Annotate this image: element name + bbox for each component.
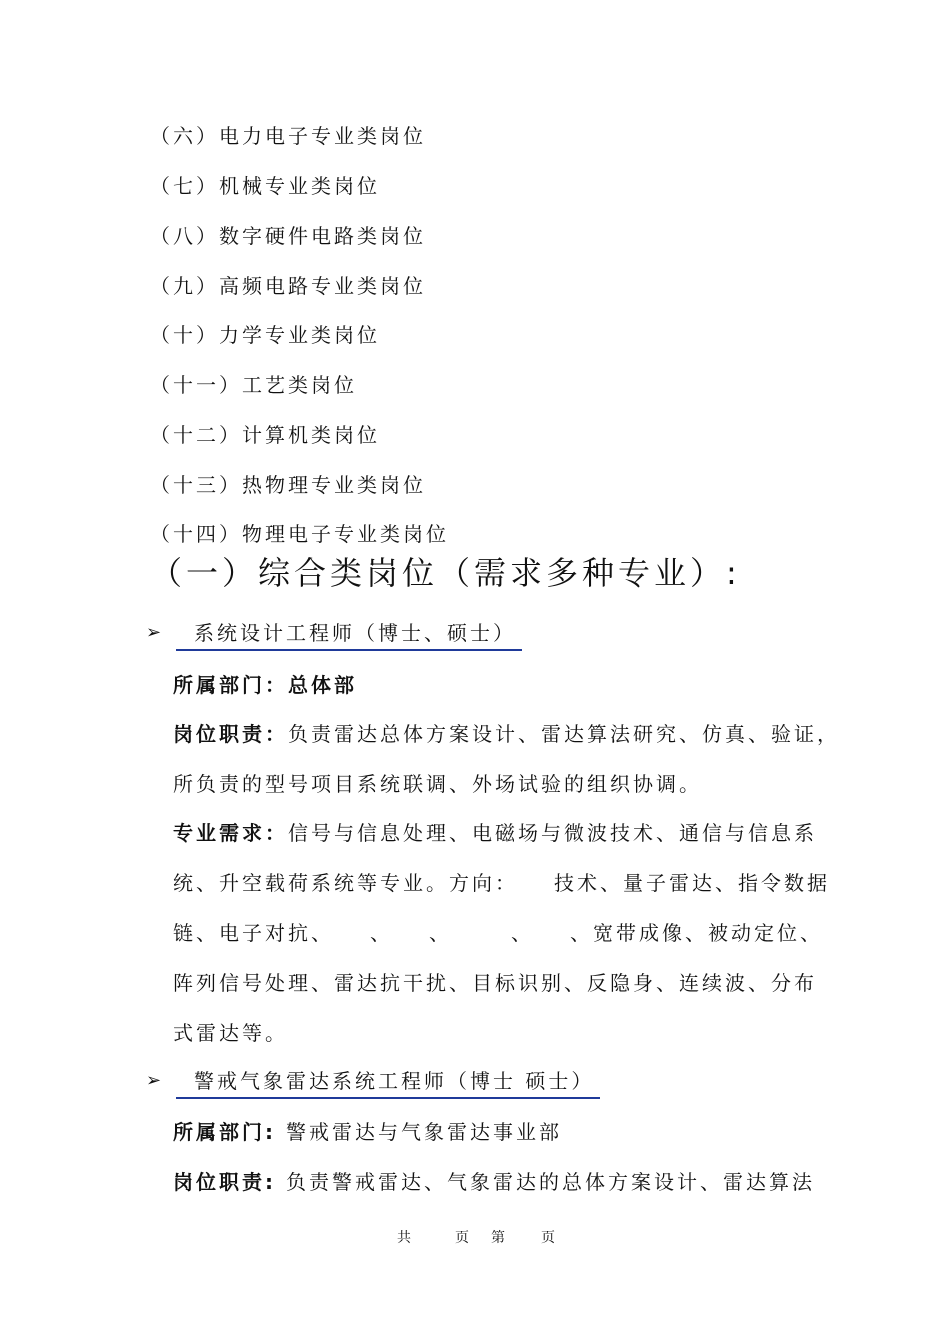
toc-item: （八）数字硬件电路类岗位 xyxy=(150,224,426,248)
toc-item: （十四）物理电子专业类岗位 xyxy=(150,522,449,546)
toc-item: （六）电力电子专业类岗位 xyxy=(150,124,426,148)
toc-item: （十）力学专业类岗位 xyxy=(150,323,380,347)
toc-item: （九）高频电路专业类岗位 xyxy=(150,274,426,298)
requirement-text: 阵列信号处理、雷达抗干扰、目标识别、反隐身、连续波、分布 xyxy=(173,971,817,995)
toc-item: （十一）工艺类岗位 xyxy=(150,373,357,397)
footer-page-label: 页 xyxy=(455,1230,469,1246)
department-value: 警戒雷达与气象雷达事业部 xyxy=(285,1120,562,1144)
footer-total-label: 共 xyxy=(397,1230,411,1246)
duty-block xyxy=(173,709,840,809)
department-label: 所属部门： xyxy=(173,673,288,697)
duty-text: 负责警戒雷达、气象雷达的总体方案设计、雷达算法 xyxy=(285,1170,815,1194)
toc-item: （十二）计算机类岗位 xyxy=(150,423,380,447)
department-line xyxy=(173,1107,813,1157)
duty-label: 岗位职责: xyxy=(173,1170,286,1194)
requirement-text: 链、电子对抗、 、 、 、 、宽带成像、被动定位、 xyxy=(173,921,823,945)
duty-label: 岗位职责： xyxy=(173,722,288,746)
job-title: 系统设计工程师（博士、硕士） xyxy=(176,620,522,651)
job-title: 警戒气象雷达系统工程师（博士 硕士） xyxy=(176,1068,600,1099)
requirement-text: 式雷达等。 xyxy=(173,1021,288,1045)
duty-text: 负责雷达总体方案设计、雷达算法研究、仿真、验证， xyxy=(288,722,840,746)
toc-item: （七）机械专业类岗位 xyxy=(150,174,380,198)
requirement-block xyxy=(173,808,830,1058)
section-heading: （一）综合类岗位（需求多种专业）: xyxy=(150,554,741,592)
requirement-text: 统、升空载荷系统等专业。方向： 技术、量子雷达、指令数据 xyxy=(173,871,830,895)
department-line xyxy=(173,660,813,710)
duty-block xyxy=(173,1157,813,1207)
department-value: 总体部 xyxy=(288,673,357,697)
requirement-text: 信号与信息处理、电磁场与微波技术、通信与信息系 xyxy=(288,821,817,845)
toc-item: （十三）热物理专业类岗位 xyxy=(150,473,426,497)
requirement-label: 专业需求： xyxy=(173,821,288,845)
footer-ordinal-label: 第 xyxy=(491,1230,505,1246)
department-label: 所属部门: xyxy=(173,1120,286,1144)
arrow-bullet-icon: ➢ xyxy=(146,1070,162,1091)
footer-page-label: 页 xyxy=(541,1230,555,1246)
arrow-bullet-icon: ➢ xyxy=(146,622,162,643)
duty-text: 所负责的型号项目系统联调、外场试验的组织协调。 xyxy=(173,772,702,796)
